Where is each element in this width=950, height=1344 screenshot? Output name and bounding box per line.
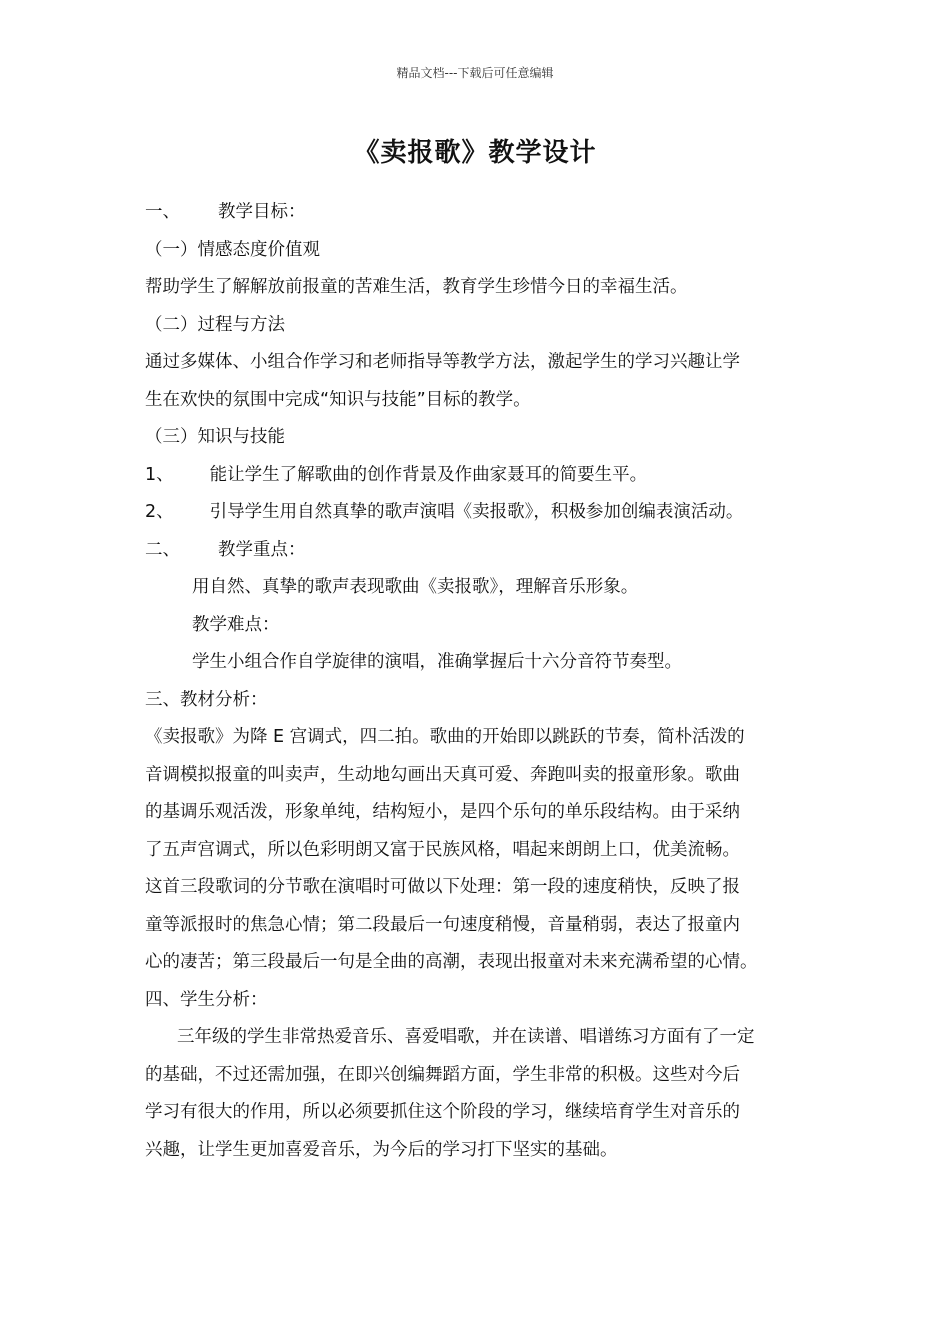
paragraph-line: 童等派报时的焦急心情；第二段最后一句速度稍慢，音量稍弱，表达了报童内 xyxy=(145,914,740,935)
section-3-heading: 三、教材分析： xyxy=(145,689,268,710)
paragraph-line: 生在欢快的氛围中完成“知识与技能”目标的教学。 xyxy=(145,389,531,410)
paragraph: 帮助学生了解解放前报童的苦难生活，教育学生珍惜今日的幸福生活。 xyxy=(145,277,688,297)
list-item: 1、 能让学生了解歌曲的创作背景及作曲家聂耳的简要生平。 xyxy=(145,464,648,485)
paragraph: 学生小组合作自学旋律的演唱，准确掌握后十六分音符节奏型。 xyxy=(192,652,682,672)
paragraph-line: 《卖报歌》为降 E 宫调式，四二拍。歌曲的开始即以跳跃的节奏，简朴活泼的 xyxy=(145,727,745,747)
document-title: 《卖报歌》教学设计 xyxy=(353,138,597,168)
paragraph-line: 这首三段歌词的分节歌在演唱时可做以下处理：第一段的速度稍快，反映了报 xyxy=(145,877,740,897)
section-1-heading: 一、 教学目标： xyxy=(145,202,306,222)
subsection-1-1-heading: （一）情感态度价值观 xyxy=(145,239,320,260)
document-body xyxy=(145,194,810,1169)
paragraph-line: 的基调乐观活泼，形象单纯，结构短小，是四个乐句的单乐段结构。由于采纳 xyxy=(145,802,740,822)
list-item: 2、 引导学生用自然真挚的歌声演唱《卖报歌》，积极参加创编表演活动。 xyxy=(145,502,744,522)
page-header-note: 精品文档---下载后可任意编辑 xyxy=(396,66,554,80)
paragraph-line: 兴趣，让学生更加喜爱音乐，为今后的学习打下坚实的基础。 xyxy=(145,1139,618,1160)
section-4-heading: 四、学生分析： xyxy=(145,989,268,1010)
paragraph: 用自然、真挚的歌声表现歌曲《卖报歌》，理解音乐形象。 xyxy=(192,577,639,597)
paragraph-line: 了五声宫调式，所以色彩明朗又富于民族风格，唱起来朗朗上口，优美流畅。 xyxy=(145,839,740,860)
paragraph-line: 三年级的学生非常热爱音乐、喜爱唱歌，并在读谱、唱谱练习方面有了一定 xyxy=(177,1027,755,1047)
section-2-heading: 二、 教学重点： xyxy=(145,539,306,560)
subsection-1-2-heading: （二）过程与方法 xyxy=(145,314,285,335)
paragraph-line: 通过多媒体、小组合作学习和老师指导等教学方法，激起学生的学习兴趣让学 xyxy=(145,352,740,372)
paragraph-line: 心的凄苦；第三段最后一句是全曲的高潮，表现出报童对未来充满希望的心情。 xyxy=(145,952,758,972)
subsection-1-3-heading: （三）知识与技能 xyxy=(145,427,285,447)
paragraph-line: 学习有很大的作用，所以必须要抓住这个阶段的学习，继续培育学生对音乐的 xyxy=(145,1102,740,1122)
paragraph-line: 的基础，不过还需加强，在即兴创编舞蹈方面，学生非常的积极。这些对今后 xyxy=(145,1064,740,1085)
paragraph-line: 音调模拟报童的叫卖声，生动地勾画出天真可爱、奔跑叫卖的报童形象。歌曲 xyxy=(145,764,740,785)
difficulty-heading: 教学难点： xyxy=(192,614,280,635)
